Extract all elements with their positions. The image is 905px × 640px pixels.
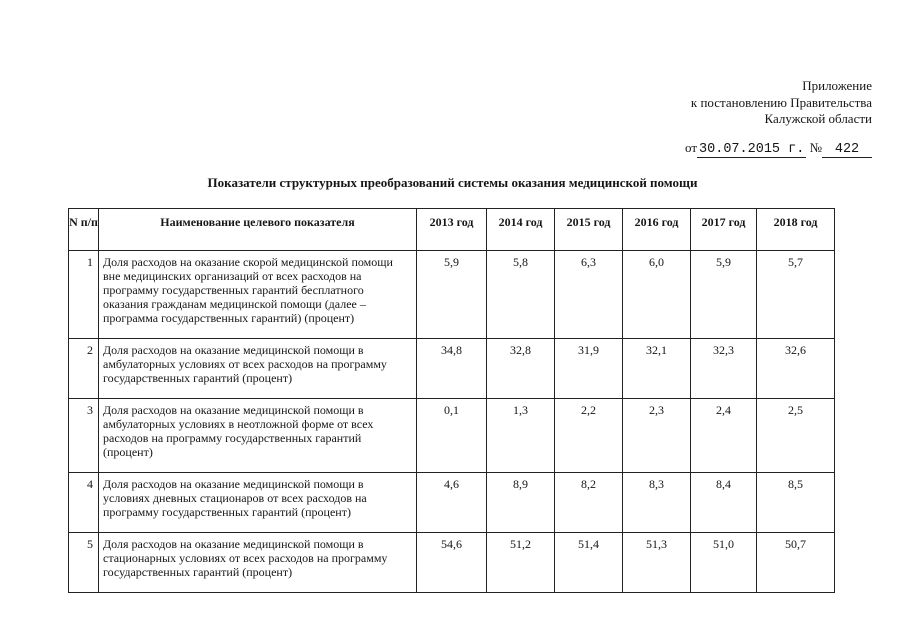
value-2018: 8,5 bbox=[757, 473, 835, 533]
value-2013: 5,9 bbox=[417, 251, 487, 339]
column-header-name: Наименование целевого показателя bbox=[99, 209, 417, 251]
column-header-number: N п/п bbox=[69, 209, 99, 251]
indicators-table bbox=[68, 208, 835, 593]
column-header-2017: 2017 год bbox=[691, 209, 757, 251]
appendix-line-3: Калужской области bbox=[764, 111, 872, 126]
value-2015: 31,9 bbox=[555, 339, 623, 399]
row-number: 1 bbox=[69, 251, 99, 339]
value-2015: 2,2 bbox=[555, 399, 623, 473]
value-2018: 5,7 bbox=[757, 251, 835, 339]
indicator-name: Доля расходов на оказание скорой медицинской помощи вне медицинских организаций от всех расходов на программу государственных гарантий бесплатного оказания гражданам медицинской помощи (далее – программа государственных гарантий) (процент) bbox=[99, 251, 417, 339]
appendix-line-1: Приложение bbox=[802, 78, 872, 93]
value-2017: 32,3 bbox=[691, 339, 757, 399]
value-2018: 32,6 bbox=[757, 339, 835, 399]
date-prefix: от bbox=[685, 140, 698, 155]
value-2017: 8,4 bbox=[691, 473, 757, 533]
column-header-2018: 2018 год bbox=[757, 209, 835, 251]
indicator-name: Доля расходов на оказание медицинской помощи в амбулаторных условиях от всех расходов на программу государственных гарантий (процент) bbox=[99, 339, 417, 399]
indicator-name: Доля расходов на оказание медицинской помощи в условиях дневных стационаров от всех расходов на программу государственных гарантий (процент) bbox=[99, 473, 417, 533]
value-2013: 34,8 bbox=[417, 339, 487, 399]
value-2016: 2,3 bbox=[623, 399, 691, 473]
value-2013: 0,1 bbox=[417, 399, 487, 473]
value-2016: 6,0 bbox=[623, 251, 691, 339]
column-header-2014: 2014 год bbox=[487, 209, 555, 251]
table-row bbox=[69, 473, 835, 533]
indicator-name: Доля расходов на оказание медицинской помощи в амбулаторных условиях в неотложной форме от всех расходов на программу государственных гарантий (процент) bbox=[99, 399, 417, 473]
decree-date-line bbox=[685, 140, 872, 158]
value-2014: 51,2 bbox=[487, 533, 555, 593]
table-row bbox=[69, 339, 835, 399]
value-2015: 6,3 bbox=[555, 251, 623, 339]
row-number: 5 bbox=[69, 533, 99, 593]
value-2017: 51,0 bbox=[691, 533, 757, 593]
number-sign: № bbox=[809, 140, 822, 155]
table-row bbox=[69, 533, 835, 593]
value-2016: 32,1 bbox=[623, 339, 691, 399]
indicator-name: Доля расходов на оказание медицинской помощи в стационарных условиях от всех расходов на программу государственных гарантий (процент) bbox=[99, 533, 417, 593]
value-2017: 5,9 bbox=[691, 251, 757, 339]
table-header-row bbox=[69, 209, 835, 251]
value-2018: 50,7 bbox=[757, 533, 835, 593]
value-2017: 2,4 bbox=[691, 399, 757, 473]
value-2015: 51,4 bbox=[555, 533, 623, 593]
column-header-2016: 2016 год bbox=[623, 209, 691, 251]
value-2014: 8,9 bbox=[487, 473, 555, 533]
value-2016: 51,3 bbox=[623, 533, 691, 593]
column-header-2013: 2013 год bbox=[417, 209, 487, 251]
appendix-line-2: к постановлению Правительства bbox=[690, 94, 872, 110]
column-header-2015: 2015 год bbox=[555, 209, 623, 251]
value-2014: 1,3 bbox=[487, 399, 555, 473]
value-2016: 8,3 bbox=[623, 473, 691, 533]
value-2013: 54,6 bbox=[417, 533, 487, 593]
row-number: 3 bbox=[69, 399, 99, 473]
row-number: 2 bbox=[69, 339, 99, 399]
decree-number: 422 bbox=[822, 143, 872, 158]
row-number: 4 bbox=[69, 473, 99, 533]
decree-date: 30.07.2015 г. bbox=[699, 142, 805, 157]
value-2014: 5,8 bbox=[487, 251, 555, 339]
document-title: Показатели структурных преобразований системы оказания медицинской помощи bbox=[207, 175, 698, 190]
appendix-block bbox=[691, 78, 872, 128]
table-row bbox=[69, 399, 835, 473]
value-2018: 2,5 bbox=[757, 399, 835, 473]
value-2015: 8,2 bbox=[555, 473, 623, 533]
table-row bbox=[69, 251, 835, 339]
value-2014: 32,8 bbox=[487, 339, 555, 399]
value-2013: 4,6 bbox=[417, 473, 487, 533]
